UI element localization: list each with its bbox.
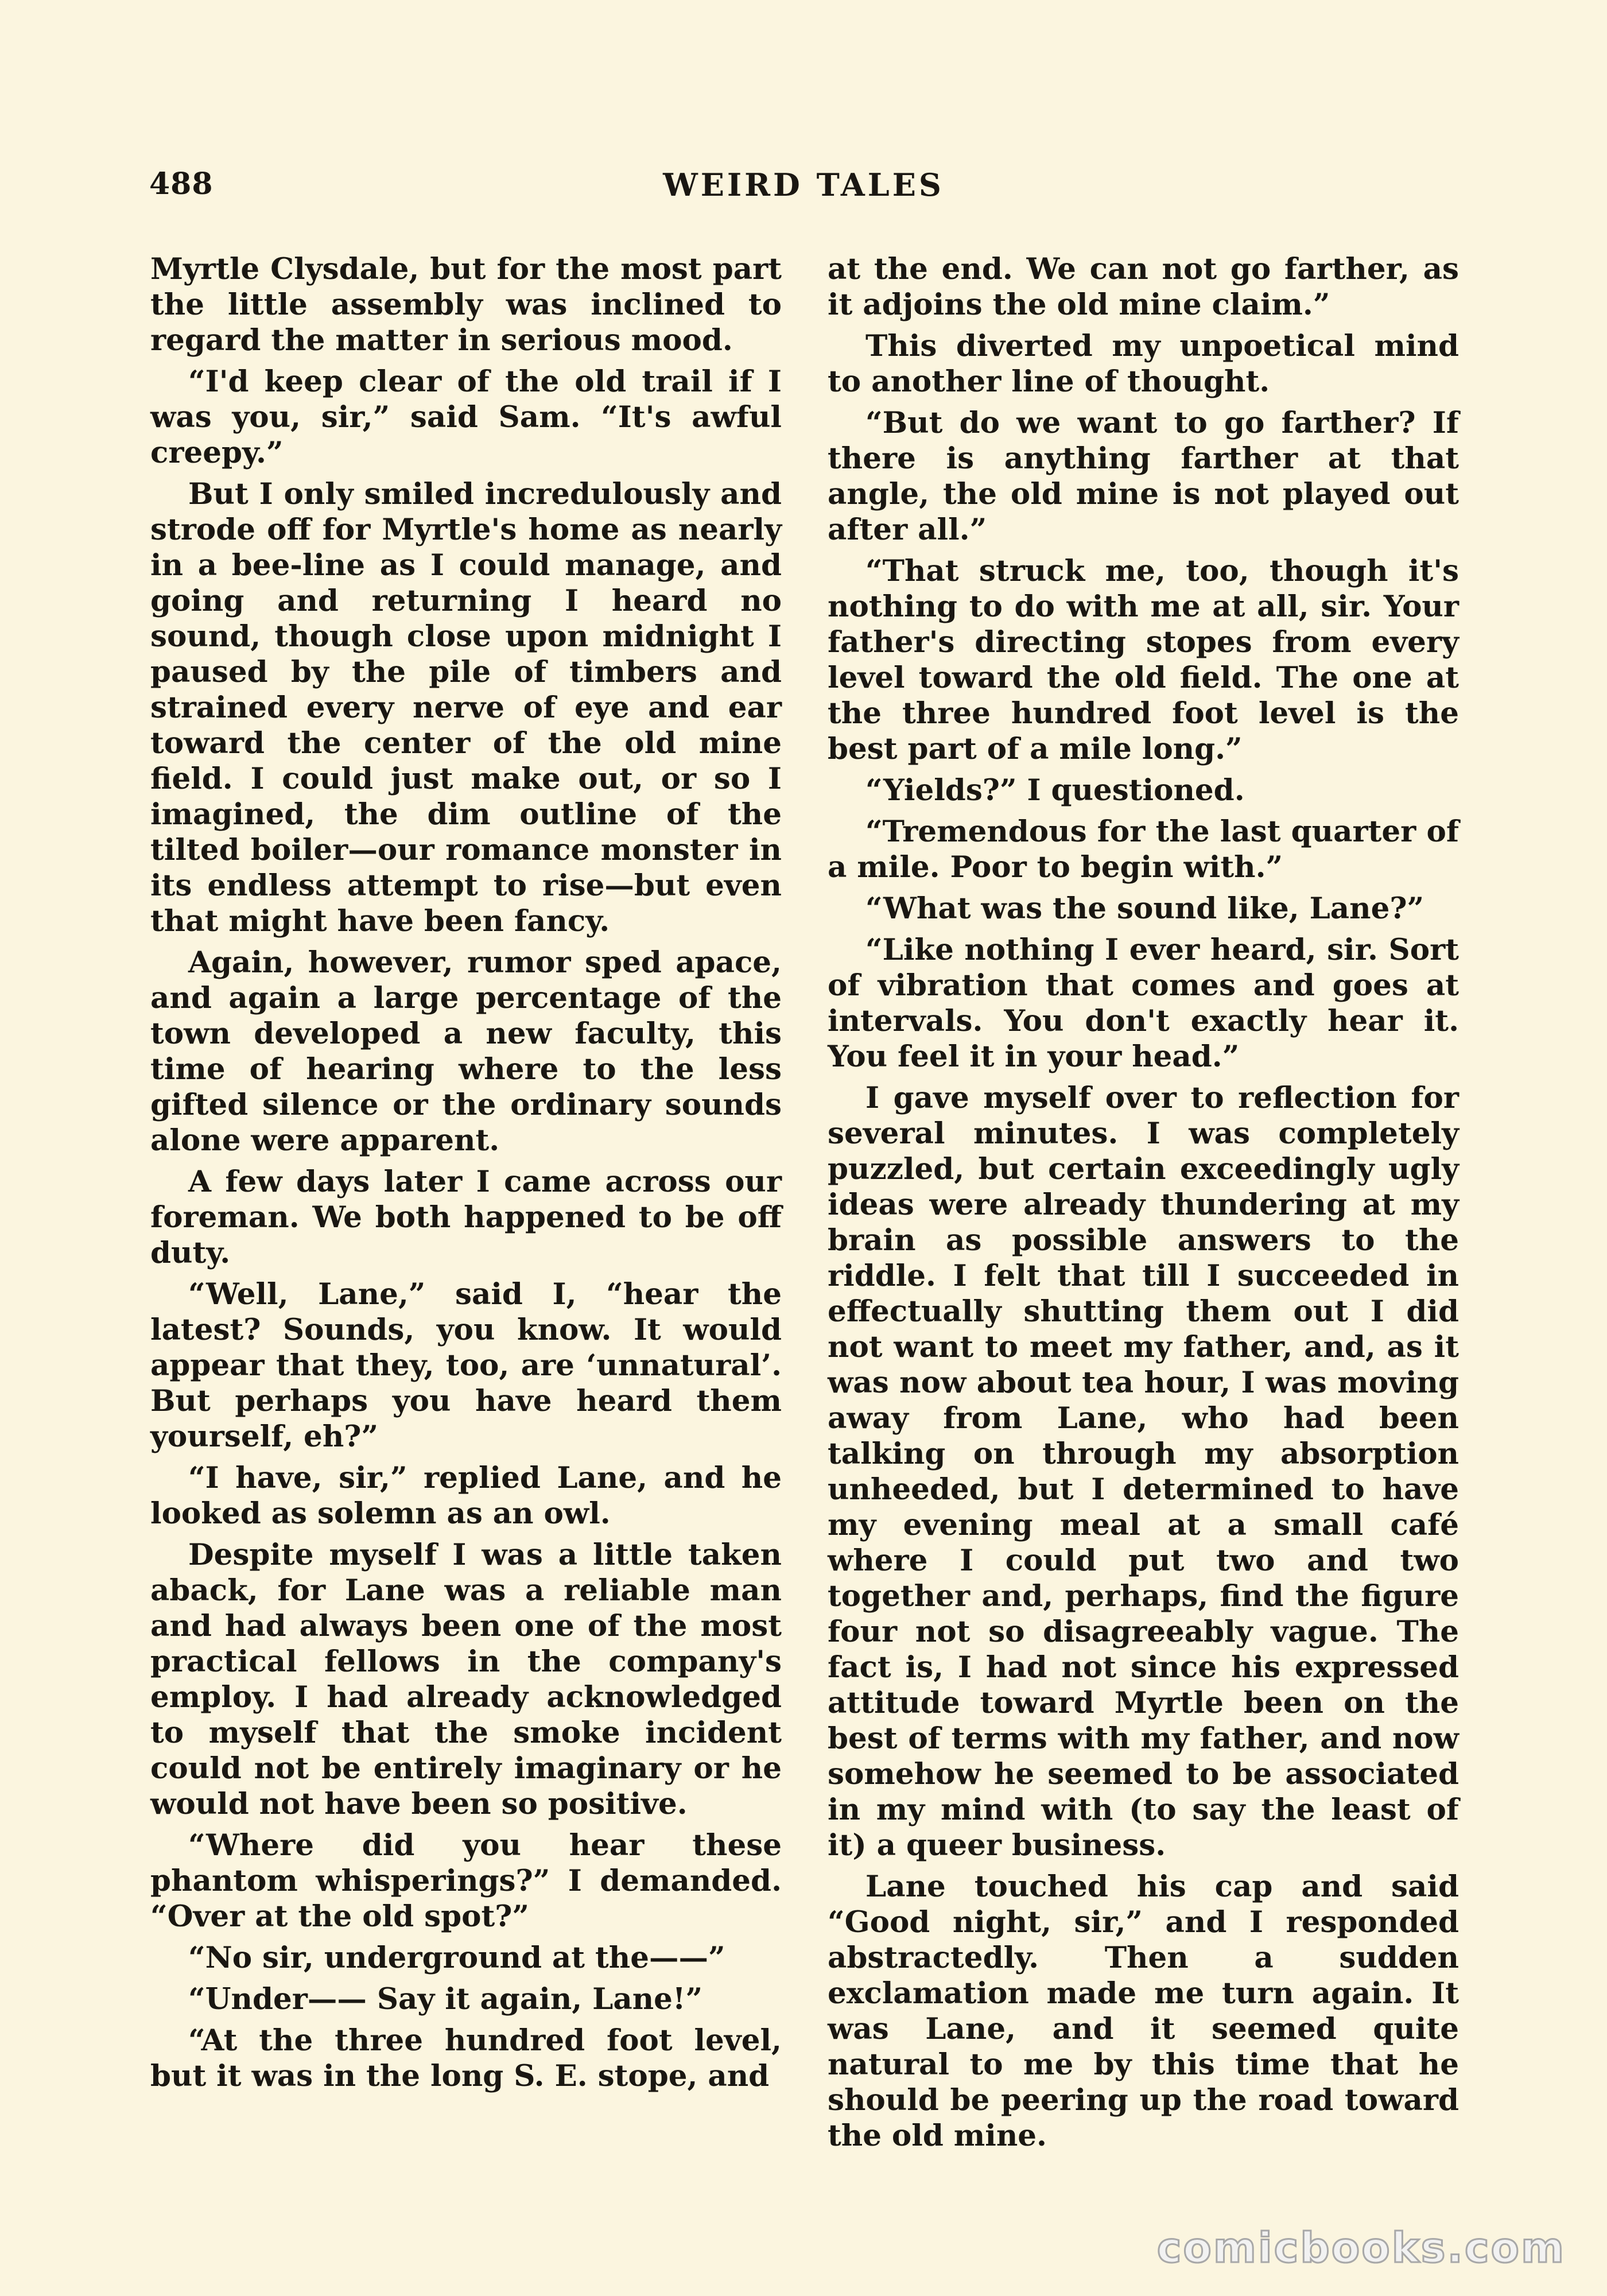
page-header: [149, 166, 1458, 212]
paragraph: “Yields?” I questioned.: [865, 773, 1245, 808]
paragraph: I gave myself over to reflection for several minutes. I was completely puzzled, but certain exceedingly ugly ideas were already thundering at my brain as possible answers to the riddle. I felt that till I succeeded in effectually shutting them out I did not want to meet my father, and, as it was now about tea hour, I was moving away from Lane, who had been talking on through my absorption unheeded, but I determined to have my evening meal at a small café where I could put two and two together and, perhaps, find the figure four not so disagreeably vague. The fact is, I had not since his expressed attitude toward Myrtle been on the best of terms with my father, and now somehow he seemed to be associated in my mind with (to say the least of it) a queer business.: [828, 1081, 1459, 1863]
paragraph: But I only smiled incredulously and strode off for Myrtle's home as nearly in a bee-line as I could manage, and going and returning I heard no sound, though close upon midnight I paused by the pile of timbers and strained every nerve of eye and ear toward the center of the old mine field. I could just make out, or so I imagined, the dim outline of the tilted boiler—our romance monster in its endless attempt to rise—but even that might have been fancy.: [150, 477, 782, 938]
running-head: WEIRD TALES: [663, 166, 944, 203]
paragraph: “Like nothing I ever heard, sir. Sort of vibration that comes and goes at intervals. You don't exactly hear it. You feel it in your head.”: [828, 933, 1459, 1074]
paragraph: “Tremendous for the last quarter of a mile. Poor to begin with.”: [828, 815, 1459, 885]
paragraph: This diverted my unpoetical mind to another line of thought.: [828, 329, 1459, 399]
site-watermark: comicbooks.com: [1156, 2224, 1566, 2272]
paragraph: “But do we want to go farther? If there is anything farther at that angle, the old mine is not played out after all.”: [828, 406, 1459, 547]
paragraph: “No sir, underground at the——”: [188, 1941, 725, 1975]
paragraph: A few days later I came across our foreman. We both happened to be off duty.: [150, 1165, 782, 1270]
paragraph: Despite myself I was a little taken aback, for Lane was a reliable man and had always been one of the most practical fellows in the company's employ. I had already acknowledged to myself that the smoke incident could not be entirely imaginary or he would not have been so positive.: [150, 1538, 782, 1821]
paragraph: “Under—— Say it again, Lane!”: [188, 1982, 703, 2016]
left-column: [150, 251, 782, 2100]
paragraph: Lane touched his cap and said “Good night, sir,” and I responded abstractedly. Then a sudden exclamation made me turn again. It was Lane, and it seemed quite natural to me by this time that he should be peering up the road toward the old mine.: [828, 1870, 1459, 2153]
paragraph: “What was the sound like, Lane?”: [865, 891, 1424, 926]
paragraph: Again, however, rumor sped apace, and again a large percentage of the town developed a new faculty, this time of hearing where to the less gifted silence or the ordinary sounds alone were apparent.: [150, 945, 782, 1158]
paragraph: “Well, Lane,” said I, “hear the latest? Sounds, you know. It would appear that they, too, are ‘unnatural’. But perhaps you have heard them yourself, eh?”: [150, 1277, 782, 1454]
paragraph: “That struck me, too, though it's nothing to do with me at all, sir. Your father's directing stopes from every level toward the old field. The one at the three hundred foot level is the best part of a mile long.”: [828, 554, 1459, 766]
paragraph: at the end. We can not go farther, as it adjoins the old mine claim.”: [828, 252, 1459, 322]
page-number: 488: [149, 166, 214, 201]
paragraph: “I have, sir,” replied Lane, and he looked as solemn as an owl.: [150, 1461, 782, 1531]
paragraph: “At the three hundred foot level, but it was in the long S. E. stope, and: [150, 2023, 782, 2093]
paragraph: Myrtle Clysdale, but for the most part the little assembly was inclined to regard the matter in serious mood.: [150, 252, 782, 358]
paragraph: “Where did you hear these phantom whisperings?” I demanded. “Over at the old spot?”: [150, 1828, 782, 1934]
right-column: [828, 251, 1459, 2159]
paragraph: “I'd keep clear of the old trail if I was you, sir,” said Sam. “It's awful creepy.”: [150, 364, 782, 470]
